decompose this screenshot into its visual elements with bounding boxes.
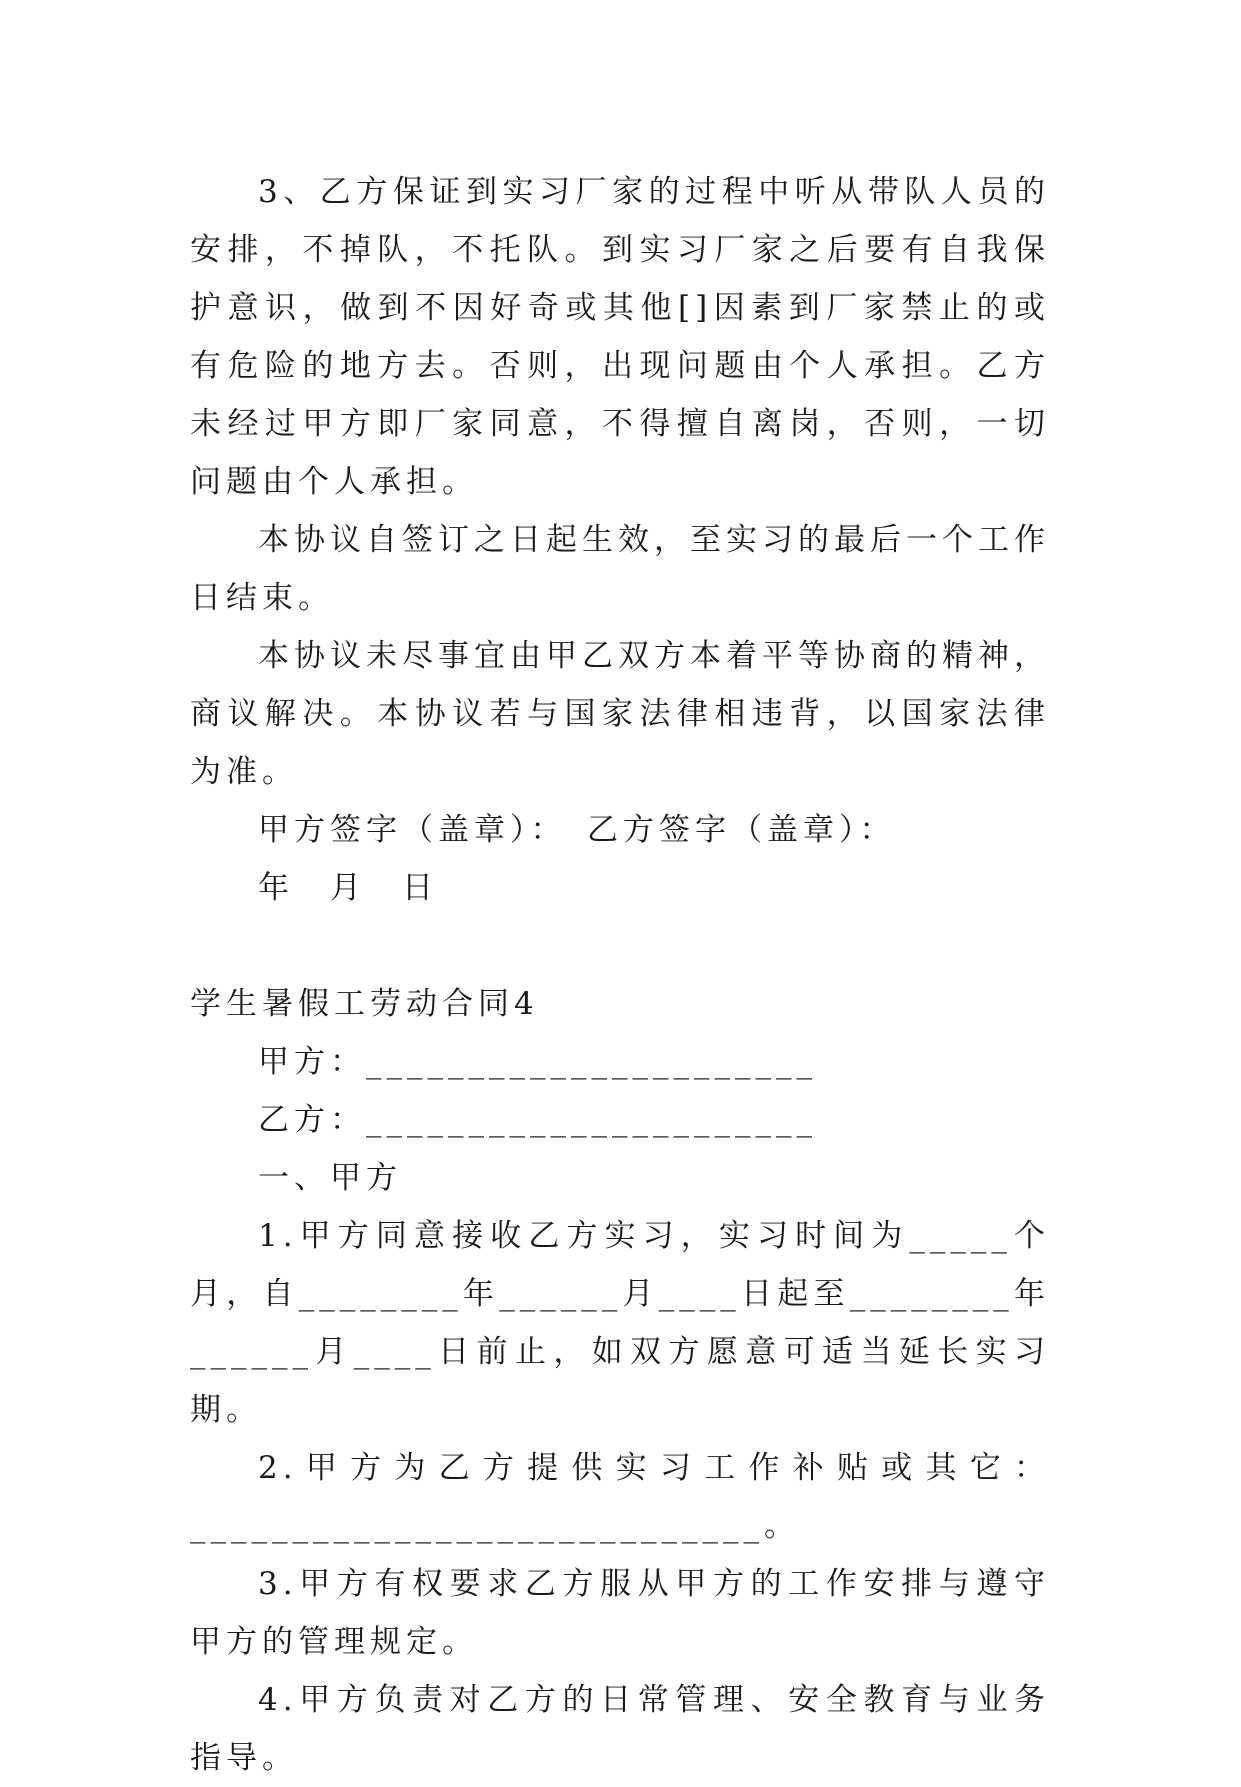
date-line: 年 月 日 bbox=[258, 870, 438, 906]
party-a-field: 甲方：______________________ bbox=[258, 1044, 817, 1080]
item-1-internship-period: 1.甲方同意接收乙方实习，实习时间为_____个月，自________年______月____日起至________年______月____日前止，如双方愿意可适当延长实习期。 bbox=[190, 1218, 1050, 1428]
paragraph-clause-3: 3、乙方保证到实习厂家的过程中听从带队人员的安排，不掉队，不托队。到实习厂家之后要有自我保护意识，做到不因好奇或其他[]因素到厂家禁止的或有危险的地方去。否则，出现问题由个人承担。乙方未经过甲方即厂家同意，不得擅自离岗，否则，一切问题由个人承担。 bbox=[190, 174, 1050, 500]
item-2-blank-line: ____________________________。 bbox=[190, 1508, 800, 1544]
paragraph-effective-date: 本协议自签订之日起生效，至实习的最后一个工作日结束。 bbox=[190, 522, 1050, 616]
document-body bbox=[190, 163, 1050, 1787]
item-4-daily-management: 4.甲方负责对乙方的日常管理、安全教育与业务指导。 bbox=[190, 1682, 1050, 1776]
paragraph-unresolved-matters: 本协议未尽事宜由甲乙双方本着平等协商的精神，商议解决。本协议若与国家法律相违背，以国家法律为准。 bbox=[190, 638, 1050, 790]
section-heading-party-a: 一、甲方 bbox=[258, 1160, 402, 1196]
section-gap bbox=[190, 917, 1050, 975]
party-b-field: 乙方：______________________ bbox=[258, 1102, 817, 1138]
item-3-management-rules: 3.甲方有权要求乙方服从甲方的工作安排与遵守甲方的管理规定。 bbox=[190, 1566, 1050, 1660]
contract-title: 学生暑假工劳动合同4 bbox=[190, 986, 539, 1022]
item-2-subsidy: 2.甲方为乙方提供实习工作补贴或其它： bbox=[258, 1450, 1050, 1486]
signature-line: 甲方签字（盖章）： 乙方签字（盖章）： bbox=[258, 812, 896, 848]
